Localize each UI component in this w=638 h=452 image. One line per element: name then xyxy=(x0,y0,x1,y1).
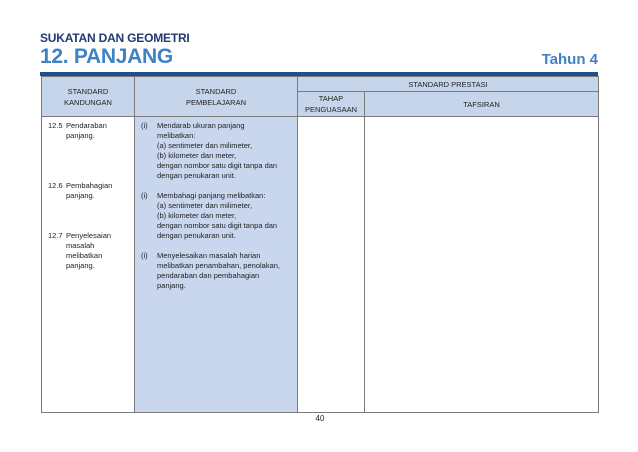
page-number: 40 xyxy=(315,414,325,423)
standards-table xyxy=(41,76,599,413)
pembelajaran-cell xyxy=(135,117,298,413)
header-pembelajaran: STANDARD PEMBELAJARAN xyxy=(135,77,298,117)
header-tahap: TAHAP PENGUASAAN xyxy=(298,92,365,117)
pembelajaran-item: (i) Mendarab ukuran panjang melibatkan: (a) sentimeter dan milimeter, (b) kilometer dan meter, dengan nombor satu digit tanpa dan dengan penukaran unit. xyxy=(141,121,278,180)
kandungan-cell xyxy=(42,117,135,413)
kandungan-item: 12.5 Pendaraban panjang. xyxy=(48,121,107,140)
header-tafsiran: TAFSIRAN xyxy=(365,92,599,117)
subtitle: SUKATAN DAN GEOMETRI xyxy=(40,31,190,45)
year-label: Tahun 4 xyxy=(541,51,598,68)
tafsiran-cell xyxy=(365,117,599,413)
header-prestasi: STANDARD PRESTASI xyxy=(298,77,599,92)
tahap-cell xyxy=(298,117,365,413)
kandungan-item: 12.6 Pembahagian panjang. xyxy=(48,181,113,200)
page-title: 12. PANJANG xyxy=(40,45,173,68)
pembelajaran-item: (i) Menyelesaikan masalah harian melibatkan penambahan, penolakan, pendaraban dan pembahagian panjang. xyxy=(141,251,281,290)
header-kandungan: STANDARD KANDUNGAN xyxy=(42,77,135,117)
kandungan-item: 12.7 Penyelesaian masalah melibatkan panjang. xyxy=(48,231,112,270)
pembelajaran-item: (i) Membahagi panjang melibatkan: (a) sentimeter dan milimeter, (b) kilometer dan meter, dengan nombor satu digit tanpa dan dengan penukaran unit. xyxy=(141,191,278,240)
